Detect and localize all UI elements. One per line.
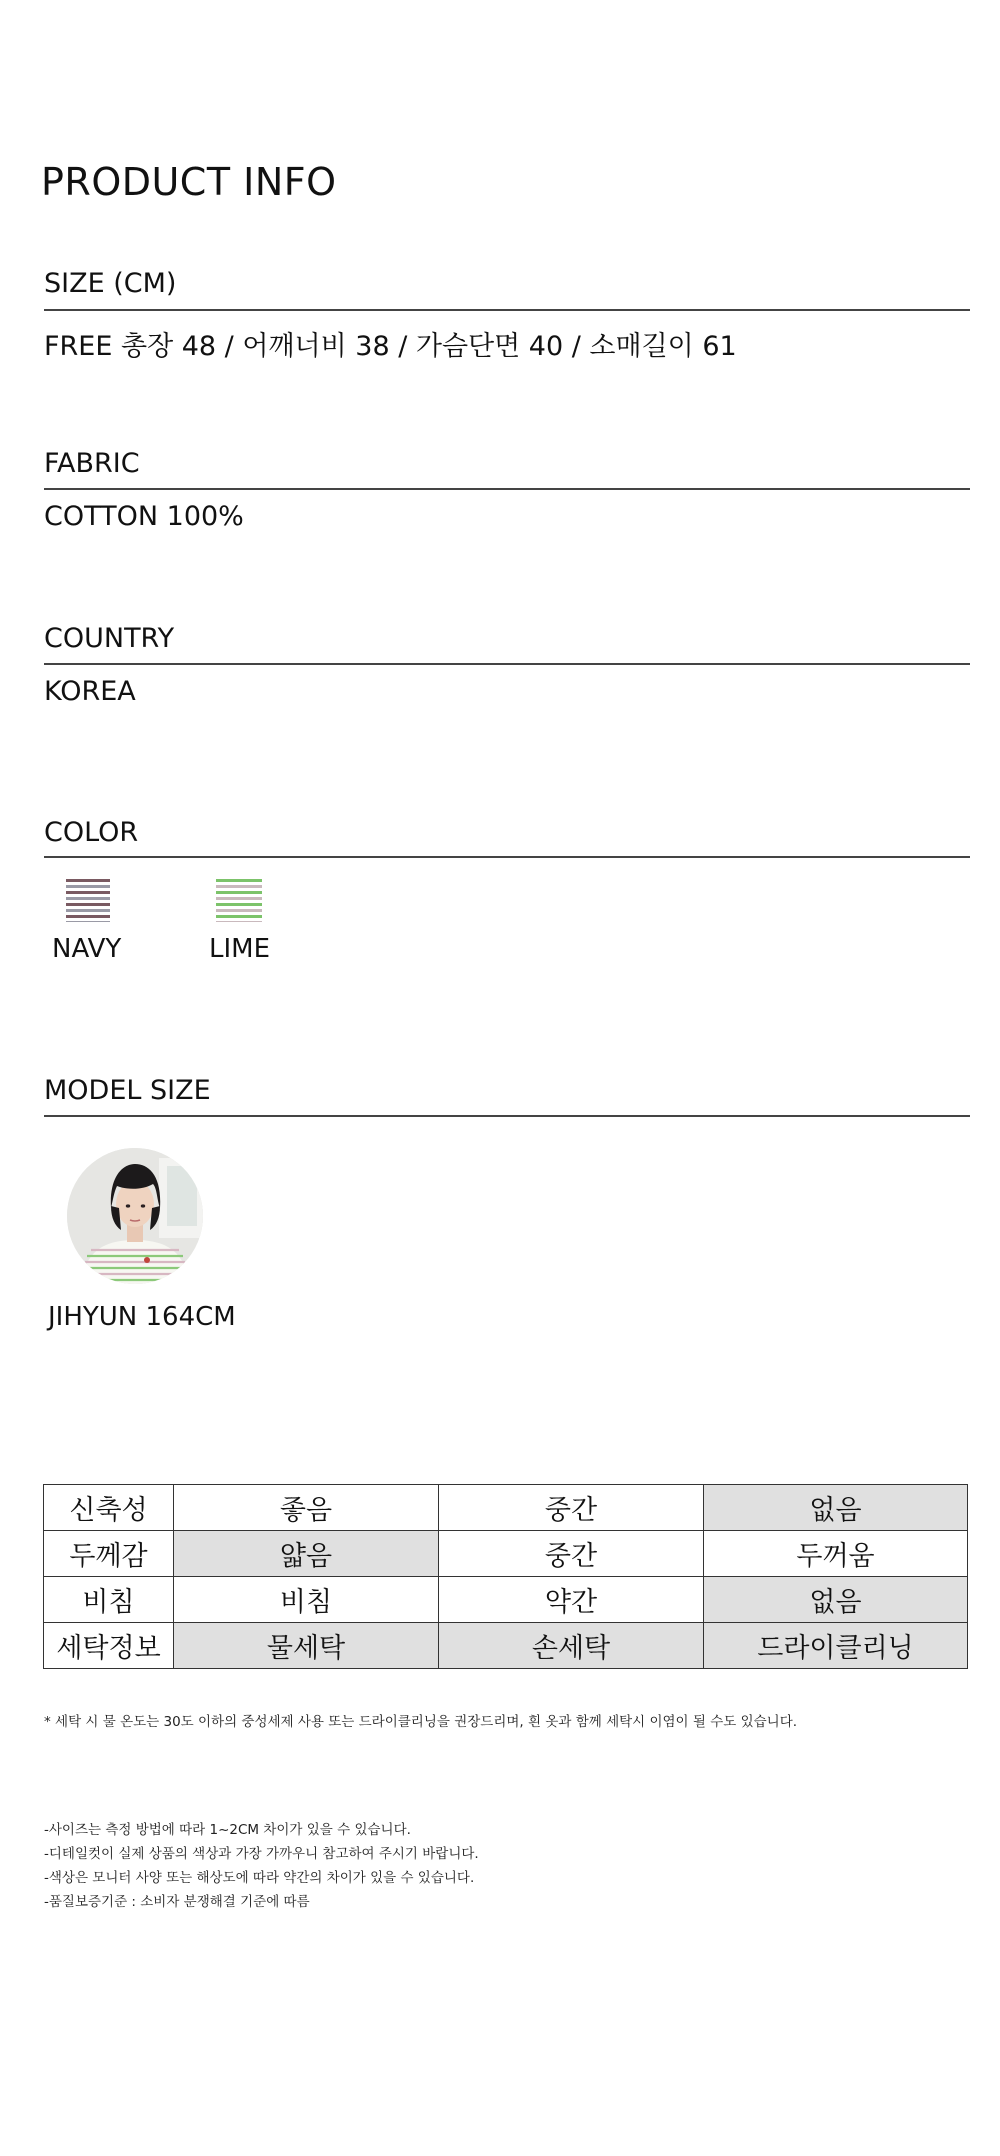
property-label: 비침 <box>44 1577 174 1623</box>
color-swatch-navy[interactable] <box>66 876 110 922</box>
property-row-thickness <box>44 1531 968 1577</box>
model-caption: JIHYUN 164CM <box>48 1302 236 1332</box>
fabric-section-label: FABRIC <box>44 448 140 479</box>
color-swatch-lime[interactable] <box>216 876 262 922</box>
property-row-washing <box>44 1623 968 1669</box>
property-label: 두께감 <box>44 1531 174 1577</box>
property-option: 없음 <box>704 1577 968 1623</box>
property-option: 좋음 <box>174 1485 439 1531</box>
property-option: 비침 <box>174 1577 439 1623</box>
property-option: 물세탁 <box>174 1623 439 1669</box>
country-value: KOREA <box>44 676 136 707</box>
size-section-label: SIZE (CM) <box>44 268 177 299</box>
property-option: 약간 <box>439 1577 704 1623</box>
size-divider <box>44 309 970 311</box>
property-option: 없음 <box>704 1485 968 1531</box>
model-photo <box>67 1148 203 1284</box>
size-value: FREE 총장 48 / 어깨너비 38 / 가슴단면 40 / 소매길이 61 <box>44 331 737 362</box>
property-option: 중간 <box>439 1485 704 1531</box>
fabric-value: COTTON 100% <box>44 501 244 532</box>
color-label-lime: LIME <box>209 934 271 964</box>
color-divider <box>44 856 970 858</box>
model-avatar <box>67 1148 203 1284</box>
property-option: 얇음 <box>174 1531 439 1577</box>
model-section-label: MODEL SIZE <box>44 1075 211 1106</box>
property-option: 드라이클리닝 <box>704 1623 968 1669</box>
country-divider <box>44 663 970 665</box>
note-item: -품질보증기준 : 소비자 분쟁해결 기준에 따름 <box>44 1894 310 1910</box>
note-item: -사이즈는 측정 방법에 따라 1~2CM 차이가 있을 수 있습니다. <box>44 1822 411 1838</box>
property-option: 중간 <box>439 1531 704 1577</box>
property-row-elasticity <box>44 1485 968 1531</box>
washing-note: * 세탁 시 물 온도는 30도 이하의 중성세제 사용 또는 드라이클리닝을 권장드리며, 흰 옷과 함께 세탁시 이염이 될 수도 있습니다. <box>44 1714 798 1730</box>
color-label-navy: NAVY <box>52 934 122 964</box>
property-label: 신축성 <box>44 1485 174 1531</box>
note-item: -색상은 모니터 사양 또는 해상도에 따라 약간의 차이가 있을 수 있습니다. <box>44 1870 475 1886</box>
model-divider <box>44 1115 970 1117</box>
property-row-sheerness <box>44 1577 968 1623</box>
country-section-label: COUNTRY <box>44 623 175 654</box>
fabric-divider <box>44 488 970 490</box>
page-title: PRODUCT INFO <box>41 160 337 204</box>
color-section-label: COLOR <box>44 817 139 848</box>
product-properties-table <box>43 1484 968 1669</box>
note-item: -디테일컷이 실제 상품의 색상과 가장 가까우니 참고하여 주시기 바랍니다. <box>44 1846 479 1862</box>
property-option: 손세탁 <box>439 1623 704 1669</box>
property-option: 두꺼움 <box>704 1531 968 1577</box>
property-label: 세탁정보 <box>44 1623 174 1669</box>
